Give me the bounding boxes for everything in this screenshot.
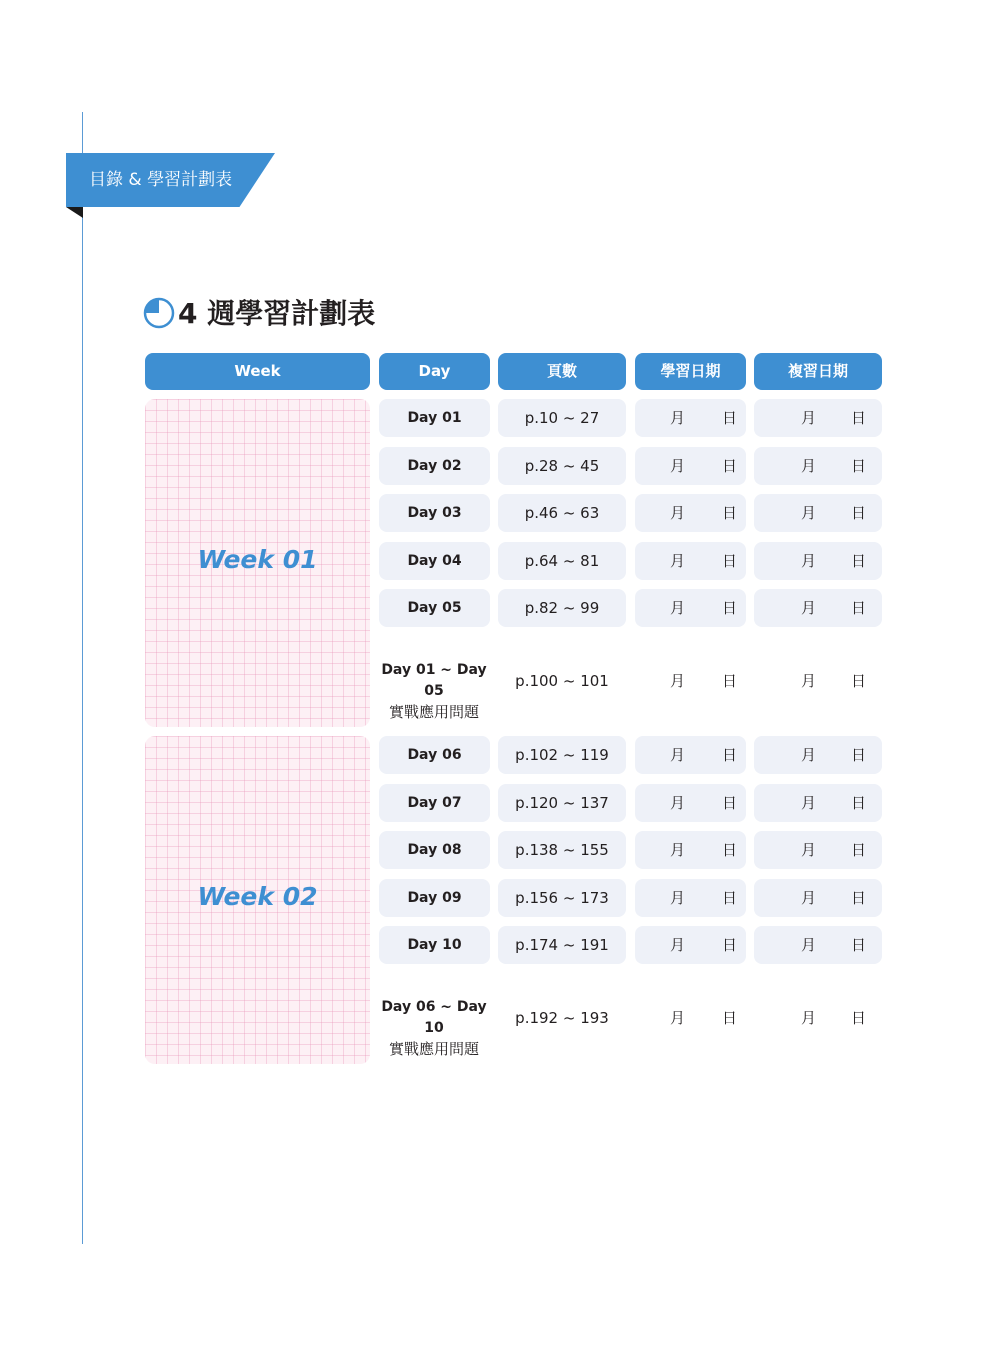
pages-label: p.174 ~ 191 bbox=[515, 936, 609, 954]
day-unit: 日 bbox=[722, 457, 738, 475]
date-cell[interactable] bbox=[635, 926, 746, 964]
month-unit: 月 bbox=[801, 672, 817, 690]
month-unit: 月 bbox=[670, 409, 686, 427]
day-cell bbox=[379, 736, 490, 774]
month-unit: 月 bbox=[801, 1009, 817, 1027]
day-cell bbox=[379, 399, 490, 437]
month-unit: 月 bbox=[670, 1009, 686, 1027]
day-unit: 日 bbox=[722, 841, 738, 859]
pages-cell bbox=[498, 736, 626, 774]
day-cell bbox=[379, 879, 490, 917]
quarter-clock-icon bbox=[143, 297, 175, 329]
day-label: Day 07 bbox=[407, 795, 462, 811]
day-unit: 日 bbox=[722, 552, 738, 570]
margin-rule bbox=[82, 112, 83, 1244]
date-cell[interactable] bbox=[754, 662, 882, 700]
day-unit: 日 bbox=[851, 841, 867, 859]
date-cell[interactable] bbox=[635, 784, 746, 822]
header-week: Week bbox=[145, 353, 370, 390]
review-day-range: Day 06 ~ Day 10 bbox=[381, 999, 487, 1036]
day-unit: 日 bbox=[851, 599, 867, 617]
date-cell[interactable] bbox=[635, 831, 746, 869]
day-unit: 日 bbox=[722, 672, 738, 690]
month-unit: 月 bbox=[670, 841, 686, 859]
day-unit: 日 bbox=[851, 552, 867, 570]
month-unit: 月 bbox=[801, 504, 817, 522]
day-cell bbox=[379, 589, 490, 627]
week-label: Week 02 bbox=[197, 882, 318, 911]
pages-label: p.82 ~ 99 bbox=[524, 599, 600, 617]
pages-cell bbox=[498, 926, 626, 964]
header-pages: 頁數 bbox=[498, 353, 626, 390]
pages-label: p.120 ~ 137 bbox=[515, 794, 609, 812]
month-unit: 月 bbox=[670, 599, 686, 617]
date-cell[interactable] bbox=[754, 879, 882, 917]
section-tab-fold bbox=[66, 207, 83, 218]
day-unit: 日 bbox=[851, 1009, 867, 1027]
month-unit: 月 bbox=[670, 794, 686, 812]
date-cell[interactable] bbox=[754, 784, 882, 822]
day-unit: 日 bbox=[722, 746, 738, 764]
week-label: Week 01 bbox=[197, 545, 318, 574]
month-unit: 月 bbox=[801, 889, 817, 907]
header-day: Day bbox=[379, 353, 490, 390]
day-label: Day 05 bbox=[407, 600, 462, 616]
day-cell bbox=[379, 784, 490, 822]
week-block bbox=[145, 736, 370, 1064]
month-unit: 月 bbox=[801, 409, 817, 427]
date-cell[interactable] bbox=[754, 831, 882, 869]
day-unit: 日 bbox=[851, 746, 867, 764]
day-unit: 日 bbox=[722, 936, 738, 954]
day-unit: 日 bbox=[851, 936, 867, 954]
day-label: Day 01 bbox=[407, 410, 462, 426]
month-unit: 月 bbox=[801, 552, 817, 570]
day-unit: 日 bbox=[722, 794, 738, 812]
pages-cell bbox=[498, 542, 626, 580]
date-cell[interactable] bbox=[635, 589, 746, 627]
month-unit: 月 bbox=[670, 746, 686, 764]
date-cell[interactable] bbox=[754, 494, 882, 532]
day-cell bbox=[379, 831, 490, 869]
day-unit: 日 bbox=[722, 889, 738, 907]
date-cell[interactable] bbox=[635, 879, 746, 917]
pages-cell bbox=[498, 494, 626, 532]
pages-cell bbox=[498, 784, 626, 822]
review-pages-label: p.192 ~ 193 bbox=[515, 1009, 609, 1027]
pages-cell bbox=[498, 399, 626, 437]
day-unit: 日 bbox=[851, 672, 867, 690]
day-unit: 日 bbox=[722, 599, 738, 617]
review-pages-cell bbox=[498, 999, 626, 1037]
date-cell[interactable] bbox=[635, 542, 746, 580]
pages-label: p.28 ~ 45 bbox=[524, 457, 600, 475]
pages-label: p.46 ~ 63 bbox=[524, 504, 600, 522]
month-unit: 月 bbox=[801, 599, 817, 617]
month-unit: 月 bbox=[801, 841, 817, 859]
pages-label: p.64 ~ 81 bbox=[524, 552, 600, 570]
page-title: 4 週學習計劃表 bbox=[178, 297, 376, 330]
pages-cell bbox=[498, 447, 626, 485]
month-unit: 月 bbox=[801, 457, 817, 475]
day-cell bbox=[379, 494, 490, 532]
pages-cell bbox=[498, 879, 626, 917]
day-label: Day 09 bbox=[407, 890, 462, 906]
month-unit: 月 bbox=[670, 889, 686, 907]
review-day-cell bbox=[374, 997, 494, 1060]
date-cell[interactable] bbox=[754, 589, 882, 627]
day-label: Day 02 bbox=[407, 458, 462, 474]
month-unit: 月 bbox=[670, 552, 686, 570]
review-day-range: Day 01 ~ Day 05 bbox=[381, 662, 487, 699]
date-cell[interactable] bbox=[754, 736, 882, 774]
pages-cell bbox=[498, 831, 626, 869]
review-day-cell bbox=[374, 660, 494, 723]
day-unit: 日 bbox=[851, 889, 867, 907]
date-cell[interactable] bbox=[754, 926, 882, 964]
date-cell[interactable] bbox=[635, 736, 746, 774]
day-cell bbox=[379, 926, 490, 964]
date-cell[interactable] bbox=[635, 494, 746, 532]
pages-label: p.156 ~ 173 bbox=[515, 889, 609, 907]
day-cell bbox=[379, 447, 490, 485]
pages-label: p.10 ~ 27 bbox=[524, 409, 600, 427]
header-review-date: 複習日期 bbox=[754, 353, 882, 390]
pages-cell bbox=[498, 589, 626, 627]
day-unit: 日 bbox=[851, 409, 867, 427]
day-unit: 日 bbox=[722, 409, 738, 427]
date-cell[interactable] bbox=[635, 662, 746, 700]
day-unit: 日 bbox=[851, 794, 867, 812]
date-cell[interactable] bbox=[635, 447, 746, 485]
day-unit: 日 bbox=[722, 1009, 738, 1027]
day-label: Day 06 bbox=[407, 747, 462, 763]
day-label: Day 10 bbox=[407, 937, 462, 953]
day-unit: 日 bbox=[722, 504, 738, 522]
pages-label: p.102 ~ 119 bbox=[515, 746, 609, 764]
date-cell[interactable] bbox=[754, 542, 882, 580]
week-block bbox=[145, 399, 370, 727]
pages-label: p.138 ~ 155 bbox=[515, 841, 609, 859]
review-pages-label: p.100 ~ 101 bbox=[515, 672, 609, 690]
day-label: Day 08 bbox=[407, 842, 462, 858]
month-unit: 月 bbox=[670, 672, 686, 690]
month-unit: 月 bbox=[670, 457, 686, 475]
month-unit: 月 bbox=[801, 936, 817, 954]
day-label: Day 04 bbox=[407, 553, 462, 569]
section-tab-label: 目錄 & 學習計劃表 bbox=[89, 170, 233, 190]
day-label: Day 03 bbox=[407, 505, 462, 521]
month-unit: 月 bbox=[801, 746, 817, 764]
date-cell[interactable] bbox=[754, 399, 882, 437]
date-cell[interactable] bbox=[754, 447, 882, 485]
day-cell bbox=[379, 542, 490, 580]
month-unit: 月 bbox=[801, 794, 817, 812]
day-unit: 日 bbox=[851, 504, 867, 522]
date-cell[interactable] bbox=[635, 399, 746, 437]
day-unit: 日 bbox=[851, 457, 867, 475]
review-subtitle: 實戰應用問題 bbox=[388, 1040, 479, 1058]
month-unit: 月 bbox=[670, 936, 686, 954]
header-study-date: 學習日期 bbox=[635, 353, 746, 390]
date-cell[interactable] bbox=[754, 999, 882, 1037]
date-cell[interactable] bbox=[635, 999, 746, 1037]
month-unit: 月 bbox=[670, 504, 686, 522]
review-pages-cell bbox=[498, 662, 626, 700]
review-subtitle: 實戰應用問題 bbox=[388, 703, 479, 721]
